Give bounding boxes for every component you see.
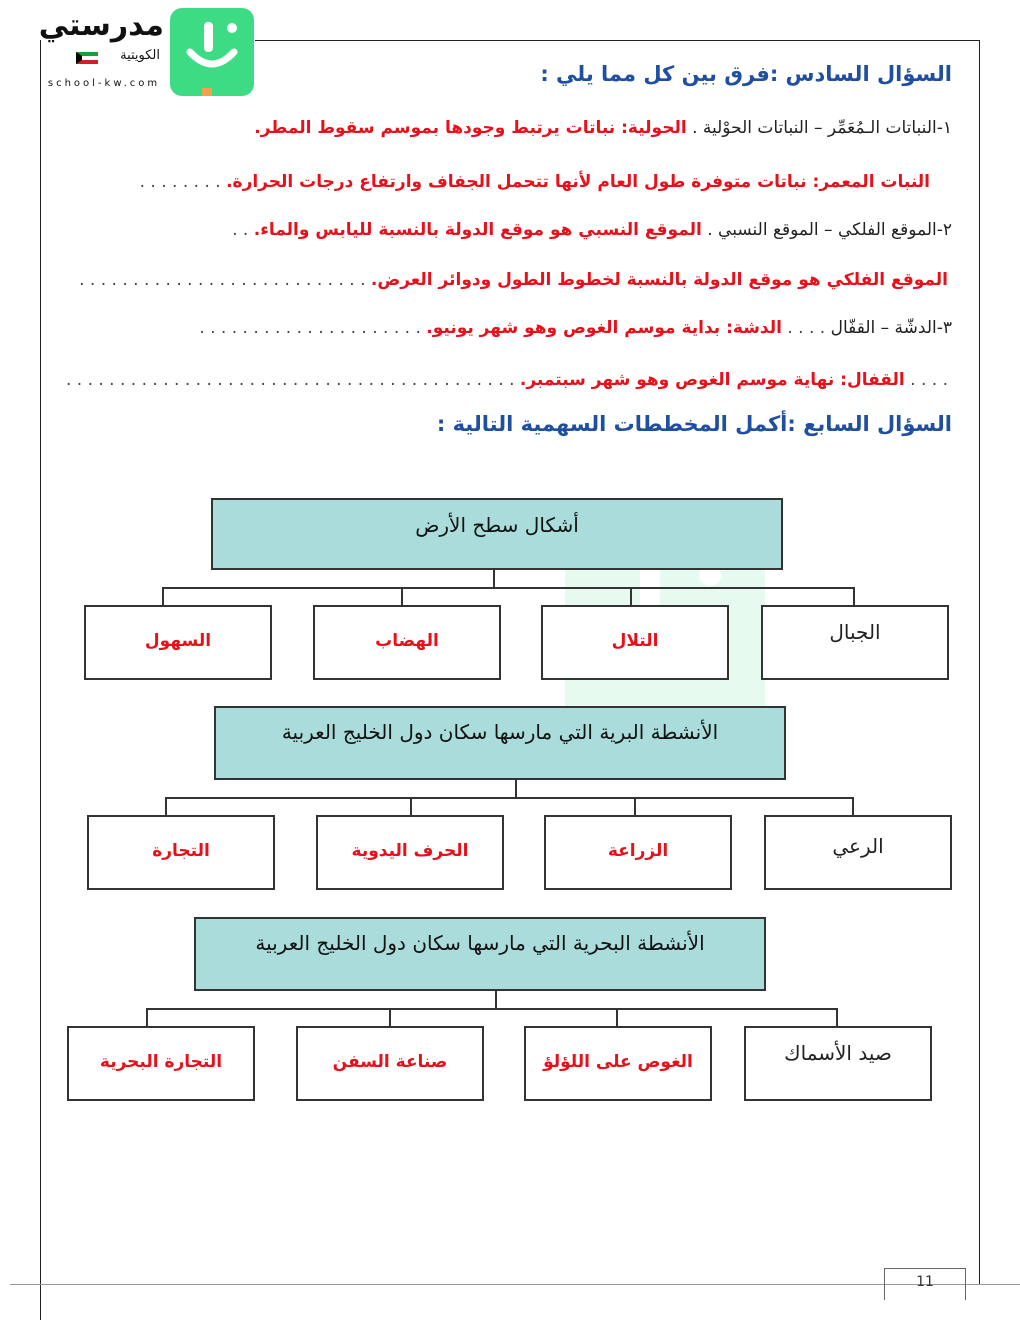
diagram1-bar bbox=[162, 587, 855, 589]
kuwait-flag-icon bbox=[76, 52, 98, 64]
diagram2-title-box: الأنشطة البرية التي مارسها سكان دول الخليج العربية bbox=[214, 706, 786, 780]
q6-item3-row2 bbox=[66, 370, 948, 390]
q6-item3-answer2: القفال: نهاية موسم الغوص وهو شهر سبتمبر. bbox=[519, 370, 905, 390]
question6-heading: السؤال السادس :فرق بين كل مما يلي : bbox=[540, 62, 952, 86]
diagram2-drop bbox=[165, 797, 167, 817]
q6-item3-dots-pre2: . . . . bbox=[910, 370, 948, 390]
diagram3-child-maritime-trade: التجارة البحرية bbox=[67, 1026, 255, 1101]
diagram1-child-mountains: الجبال bbox=[761, 605, 949, 680]
diagram1-drop bbox=[401, 587, 403, 607]
q6-item2-dots1: . . bbox=[232, 220, 249, 240]
diagram2-stem bbox=[515, 780, 517, 798]
diagram1-drop bbox=[853, 587, 855, 607]
logo-icon bbox=[170, 8, 254, 96]
q6-item1-answer1: الحولية: نباتات يرتبط وجودها بموسم سقوط المطر. bbox=[254, 118, 687, 138]
diagram2-drop bbox=[852, 797, 854, 817]
diagram3-stem bbox=[495, 991, 497, 1009]
diagram3-drop bbox=[836, 1008, 838, 1028]
logo-name: مدرستي bbox=[38, 8, 164, 43]
q6-item1-question: ١-النباتات الـمُعَمِّر – النباتات الحوْلية . bbox=[692, 118, 952, 138]
diagram2-drop bbox=[634, 797, 636, 817]
diagram2-child-handicrafts: الحرف اليدوية bbox=[316, 815, 504, 890]
q6-item2-dots2: . . . . . . . . . . . . . . . . . . . . . . . . . . . bbox=[79, 270, 366, 290]
diagram3-child-pearl-diving: الغوص على اللؤلؤ bbox=[524, 1026, 712, 1101]
q6-item2-answer1: الموقع النسبي هو موقع الدولة بالنسبة لليابس والماء. bbox=[253, 220, 702, 240]
diagram3-title-box: الأنشطة البحرية التي مارسها سكان دول الخليج العربية bbox=[194, 917, 766, 991]
diagram2-child-trade: التجارة bbox=[87, 815, 275, 890]
q6-item3-dots2: . . . . . . . . . . . . . . . . . . . . . . . . . . . . . . . . . . . . . . . . . . bbox=[65, 370, 515, 390]
diagram1-child-plains: السهول bbox=[84, 605, 272, 680]
diagram1-title-box: أشكال سطح الأرض bbox=[211, 498, 783, 570]
diagram1-drop bbox=[630, 587, 632, 607]
q6-item2-row2 bbox=[79, 270, 948, 290]
q6-item1-dots2: . . . . . . . . bbox=[139, 172, 221, 192]
diagram1-child-plateaus: الهضاب bbox=[313, 605, 501, 680]
diagram3-child-shipbuilding: صناعة السفن bbox=[296, 1026, 484, 1101]
q6-item3-row bbox=[199, 318, 952, 338]
logo-url: school-kw.com bbox=[47, 78, 161, 89]
q6-item2-row bbox=[232, 220, 952, 240]
page-number: 11 bbox=[884, 1268, 966, 1300]
diagram1-drop bbox=[162, 587, 164, 607]
frame-left-line bbox=[40, 40, 41, 1320]
diagram2-drop bbox=[410, 797, 412, 817]
footer-line bbox=[10, 1284, 1020, 1285]
diagram2-child-agriculture: الزراعة bbox=[544, 815, 732, 890]
q6-item2-answer2: الموقع الفلكي هو موقع الدولة بالنسبة لخطوط الطول ودوائر العرض. bbox=[370, 270, 948, 290]
q6-item3-qdots: . . . . bbox=[787, 318, 826, 338]
diagram3-drop bbox=[146, 1008, 148, 1028]
diagram1-stem bbox=[493, 570, 495, 588]
frame-right-line bbox=[979, 40, 980, 1285]
q6-item3-question: ٣-الدشّة – القفّال bbox=[830, 318, 952, 338]
diagram3-drop bbox=[389, 1008, 391, 1028]
question7-heading: السؤال السابع :أكمل المخططات السهمية التالية : bbox=[436, 412, 952, 436]
diagram3-bar bbox=[146, 1008, 838, 1010]
q6-item2-question: ٢-الموقع الفلكي – الموقع النسبي . bbox=[707, 220, 952, 240]
q6-item3-dots1: . . . . . . . . . . . . . . . . . . . . . bbox=[199, 318, 421, 338]
q6-item3-answer1: الدشة: بداية موسم الغوص وهو شهر يونيو. bbox=[426, 318, 782, 338]
q6-item1-row bbox=[254, 118, 952, 138]
diagram3-drop bbox=[616, 1008, 618, 1028]
logo-subtitle: الكويتية bbox=[120, 48, 160, 63]
diagram2-bar bbox=[165, 797, 854, 799]
diagram3-child-fishing: صيد الأسماك bbox=[744, 1026, 932, 1101]
frame-top-line bbox=[255, 40, 980, 41]
q6-item1-row2 bbox=[140, 172, 930, 192]
diagram1-child-hills: التلال bbox=[541, 605, 729, 680]
q6-item1-answer2: النبات المعمر: نباتات متوفرة طول العام لأنها تتحمل الجفاف وارتفاع درجات الحرارة. bbox=[226, 172, 930, 192]
diagram2-child-grazing: الرعي bbox=[764, 815, 952, 890]
